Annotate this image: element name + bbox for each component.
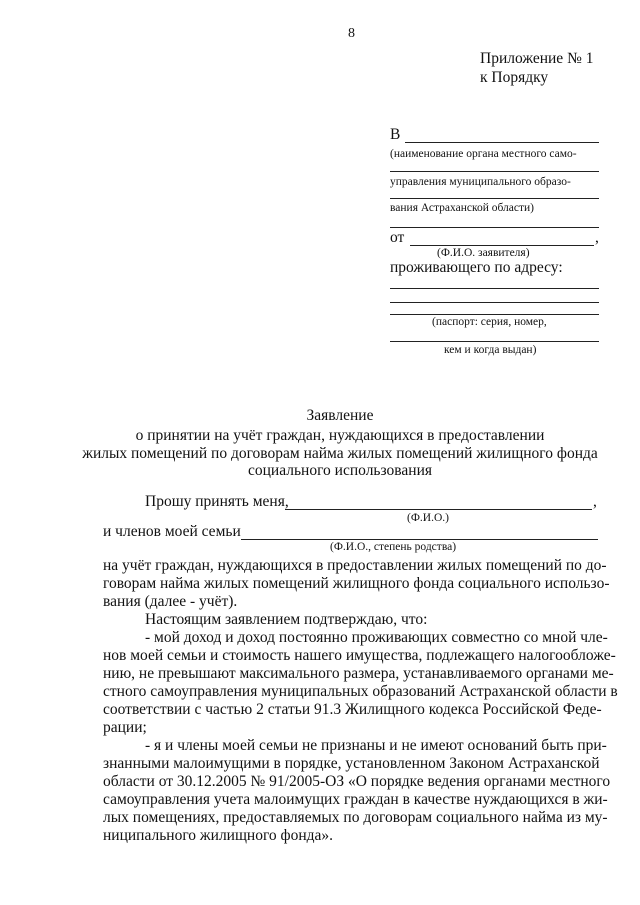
appendix-title: Приложение № 1 (480, 50, 594, 67)
item2-line-5: лых помещениях, предоставляемых по договорам социального найма из му- (103, 809, 608, 826)
from-prefix: от (390, 229, 405, 246)
document-subtitle-1: о принятии на учёт граждан, нуждающихся в предоставлении (135, 427, 545, 444)
applicant-fio-field[interactable] (285, 509, 592, 510)
from-suffix: , (595, 229, 599, 246)
addressee-field[interactable] (405, 142, 599, 143)
para1-line-3: вания (далее - учёт). (103, 593, 238, 610)
applicant-caption: (Ф.И.О. заявителя) (437, 247, 530, 259)
family-prefix: и членов моей семьи (103, 523, 241, 540)
para1-line-1: на учёт граждан, нуждающихся в предоставлении жилых помещений по до- (103, 557, 607, 574)
item1-line-3: нию, не превышают максимального размера, устанавливаемого органами ме- (103, 665, 614, 682)
item1-line-5: соответствии с частью 2 статьи 91.3 Жилищного кодекса Российской Феде- (103, 701, 602, 718)
addressee-field-3[interactable] (390, 198, 599, 199)
org-caption-3: вания Астраханской области) (390, 202, 535, 214)
passport-field-2[interactable] (390, 341, 599, 342)
appendix-subtitle: к Порядку (480, 69, 549, 86)
request-suffix: , (593, 493, 597, 510)
document-title: Заявление (306, 407, 374, 424)
item2-line-6: ниципального жилищного фонда». (103, 827, 334, 844)
para1-line-2: говорам найма жилых помещений жилищного фонда социального использо- (103, 575, 610, 592)
item2-line-1: - я и члены моей семьи не признаны и не имеют оснований быть при- (145, 737, 607, 754)
item2-line-2: знанными малоимущими в порядке, установленном Законом Астраханской (103, 755, 600, 772)
passport-field-1[interactable] (390, 314, 599, 315)
family-members-field[interactable] (241, 539, 598, 540)
addressee-field-2[interactable] (390, 171, 599, 172)
to-prefix: В (390, 126, 401, 143)
item1-line-2: нов моей семьи и стоимость нашего имущества, подлежащего налогообложе- (103, 647, 616, 664)
family-caption: (Ф.И.О., степень родства) (330, 541, 457, 553)
address-field-2[interactable] (390, 302, 599, 303)
org-caption-1: (наименование органа местного само- (390, 148, 577, 160)
item1-line-1: - мой доход и доход постоянно проживающих совместно со мной чле- (145, 629, 608, 646)
item2-line-3: области от 30.12.2005 № 91/2005-ОЗ «О порядке ведения органами местного (103, 773, 611, 790)
para2: Настоящим заявлением подтверждаю, что: (145, 611, 428, 628)
applicant-name-field[interactable] (410, 245, 594, 246)
passport-caption-1: (паспорт: серия, номер, (432, 316, 547, 328)
org-caption-2: управления муниципального образо- (390, 176, 571, 188)
document-subtitle-3: социального использования (248, 462, 432, 479)
fio-caption: (Ф.И.О.) (407, 512, 449, 524)
item2-line-4: самоуправления учета малоимущих граждан в качестве нуждающихся в жи- (103, 791, 608, 808)
passport-caption-2: кем и когда выдан) (444, 344, 537, 356)
address-field-1[interactable] (390, 288, 599, 289)
request-prefix: Прошу принять меня, (145, 493, 289, 510)
addressee-field-4[interactable] (390, 227, 599, 228)
item1-line-4: стного самоуправления муниципальных образований Астраханской области в (103, 683, 618, 700)
document-subtitle-2: жилых помещений по договорам найма жилых помещений жилищного фонда (82, 445, 598, 462)
item1-line-6: рации; (103, 719, 147, 736)
page-number: 8 (348, 26, 355, 41)
address-label: проживающего по адресу: (390, 259, 563, 276)
